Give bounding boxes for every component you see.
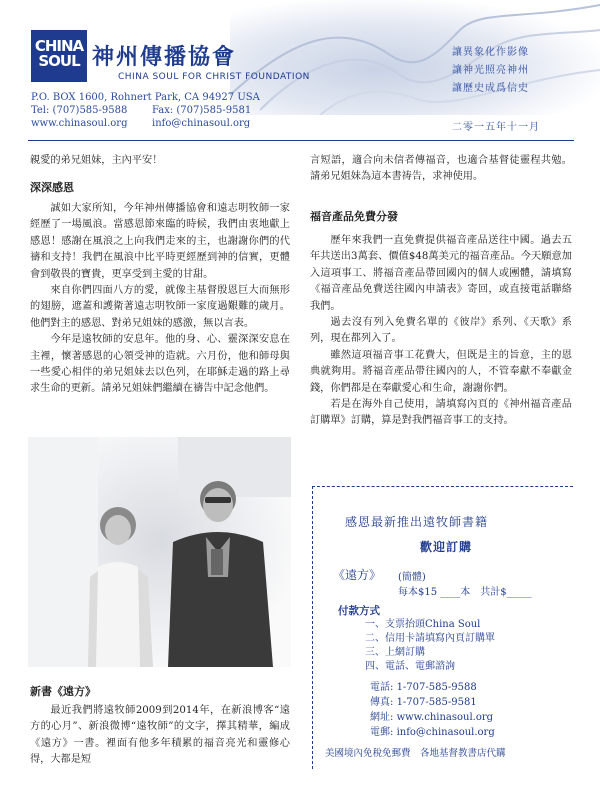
contact-list: [370, 680, 495, 740]
order-subtitle: 歡迎訂購: [420, 540, 473, 554]
payment-item: 四、電話、電郵諮詢: [365, 661, 455, 672]
paragraph: 最近我們將遠牧師2009到2014年，在新浪博客“遠方的心月”、新浪微博“遠牧師”的文字，擇其精華，編成《遠方》一書。裡面有他多年積累的福音亮光和靈修心得，大都是短: [30, 705, 290, 766]
section-title-free-distribution: 福音產品免費分發: [310, 210, 398, 223]
greeting: 親愛的弟兄姐妹，主內平安！: [30, 155, 163, 166]
section-new-book-body: [30, 703, 290, 769]
paragraph: 今年是遠牧師的安息年。他的身、心、靈深深安息在主裡，懷著感恩的心領受神的造就。六月份，他和師母與一些愛心相伴的弟兄姐妹去以色列，在耶穌走過的路上尋求生命的更新。請弟兄姐妹們繼續在禱告中記念他們。: [30, 334, 290, 395]
paragraph: 若是在海外自己使用，請填寫內頁的《神州福音產品訂購單》訂購，算是對我們福音事工的支持。: [310, 399, 572, 427]
brand-chinese-name: 神州傳播協會: [92, 45, 237, 70]
continuation-text: [310, 153, 572, 186]
motto-3: 讓歷史成爲信史: [452, 83, 529, 94]
contact-fax: 傳真: 1-707-585-9581: [370, 697, 477, 708]
order-title: 感恩最新推出遠牧師書籍: [345, 515, 489, 529]
section-thanks-body: [30, 201, 290, 398]
header-wave-art: [230, 0, 600, 115]
contact-website: 網址: www.chinasoul.org: [370, 712, 494, 723]
section-title-thanks: 深深感恩: [30, 181, 74, 194]
order-footer: 美國境內免稅免郵費 各地基督教書店代購: [325, 748, 506, 759]
paragraph: 雖然這項福音事工花費大，但既是主的旨意，主的恩典就夠用。將福音產品帶往國內的人，不管奉獻不奉獻金錢，你們都是在奉獻愛心和生命，謝謝你們。: [310, 349, 572, 394]
paragraph: 言短語，適合向未信者傳福音，也適合基督徒靈程共勉。請弟兄姐妹為這本書祷告，求神使用。: [310, 155, 572, 183]
tel: Tel: (707)585-9588: [31, 105, 128, 116]
book-edition: (簡體): [398, 572, 426, 583]
payment-item: 一、支票抬頭China Soul: [365, 619, 481, 630]
paragraph: 過去沒有列入免費名單的《彼岸》系列、《天歌》系列，現在都列入了。: [310, 317, 572, 345]
payment-item: 二、信用卡請填寫內頁訂購單: [365, 633, 495, 644]
couple-photo: [28, 437, 291, 667]
issue-date: 二零一五年十一月: [452, 122, 540, 133]
contact-email: 電郵: info@chinasoul.org: [370, 727, 495, 738]
logo: CHINA SOUL: [31, 30, 87, 82]
address: P.O. BOX 1600, Rohnert Park, CA 94927 USA: [31, 92, 260, 103]
payment-item[interactable]: 三、上網訂購: [365, 647, 425, 658]
paragraph: 來自你們四面八方的愛，就像主基督殷恩巨大而無形的翅膀，遮蓋和護衛著遠志明牧師一家度過艱難的歲月。他們對主的感恩、對弟兄姐妹的感激，無以言表。: [30, 285, 290, 329]
website[interactable]: www.chinasoul.org: [31, 118, 128, 129]
email[interactable]: info@chinasoul.org: [152, 118, 251, 129]
mottos: [452, 44, 529, 98]
section-title-new-book: 新書《遠方》: [30, 685, 96, 698]
section-free-distribution-body: [310, 233, 572, 430]
payment-title: 付款方式: [338, 605, 380, 617]
payment-list: [365, 618, 495, 674]
paragraph: 誠如大家所知，今年神州傳播協會和遠志明牧師一家經歷了一場風浪。當感恩節來臨的時候，我們由衷地獻上感恩！感謝在風浪之上向我們走來的主，也謝謝你們的代禱和支持！我們在風浪中比平時更經歷到神的信實，更體會到敬畏的寶貴，更享受到主愛的甘甜。: [30, 203, 290, 280]
header-divider: [28, 140, 574, 141]
paragraph: 歷年來我們一直免費提供福音產品送往中國。過去五年共送出3萬套、價值$48萬美元的福音產品。今天願意加入這項事工、將福音產品帶回國內的個人或團體，請填寫《福音產品免費送往國內申請表》寄回，或直接電話聯絡我們。: [310, 235, 572, 312]
fax: Fax: (707)585-9581: [152, 105, 252, 116]
brand-english-name: CHINA SOUL FOR CHRIST FOUNDATION: [118, 72, 310, 82]
price-line[interactable]: 每本$15 ____本 共計$_____: [398, 587, 532, 598]
motto-1: 讓異象化作影像: [452, 47, 529, 58]
book-title: 《遠方》: [333, 568, 382, 582]
contact-phone: 電話: 1-707-585-9588: [370, 682, 477, 693]
motto-2: 讓神光照亮神州: [452, 65, 529, 76]
